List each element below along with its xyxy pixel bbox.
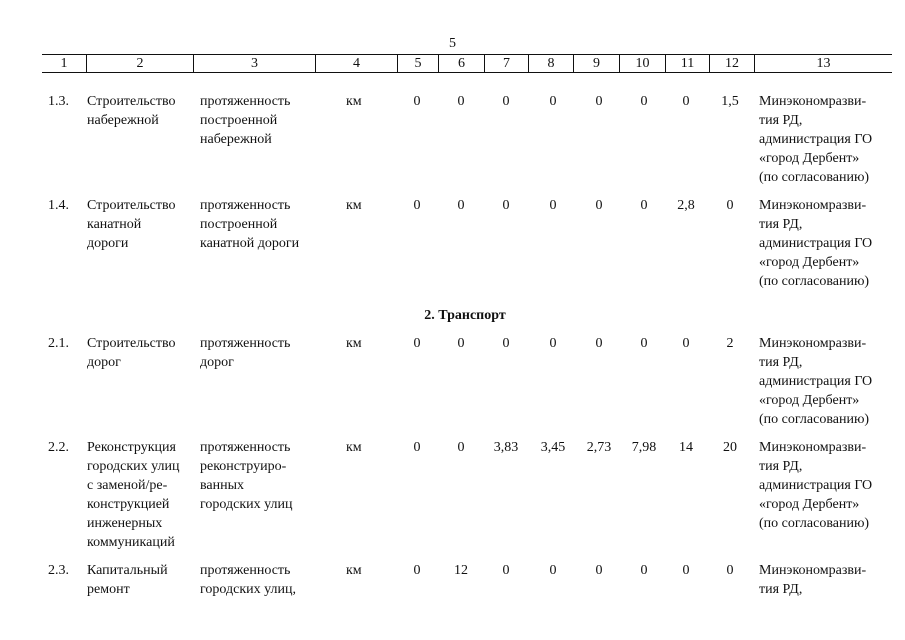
value-col5: 0 (413, 94, 421, 109)
header-cell: 5 (397, 54, 438, 73)
value-col12: 20 (723, 440, 737, 455)
row-indicator: протяженность дорог (200, 336, 291, 370)
value-col6: 0 (457, 94, 465, 109)
value-col12: 0 (726, 563, 734, 578)
value-col6: 0 (457, 440, 465, 455)
header-cell: 13 (754, 54, 892, 73)
header-cell: 2 (86, 54, 193, 73)
row-unit: км (346, 198, 362, 213)
value-col10: 0 (640, 198, 648, 213)
row-name: Строительство набережной (87, 94, 176, 128)
header-cell: 7 (484, 54, 528, 73)
row-number: 2.3. (48, 563, 69, 578)
value-col11: 0 (682, 94, 690, 109)
row-organization: Минэкономразви- тия РД, администрация ГО «город Дербент» (по согласованию) (759, 198, 873, 289)
header-cell: 4 (315, 54, 397, 73)
value-col5: 0 (413, 198, 421, 213)
value-col6: 0 (457, 198, 465, 213)
value-col10: 7,98 (631, 440, 657, 455)
value-col7: 0 (502, 336, 510, 351)
value-col7: 0 (502, 94, 510, 109)
header-cell: 12 (709, 54, 754, 73)
value-col6: 12 (454, 563, 468, 578)
value-col10: 0 (640, 336, 648, 351)
header-cell: 6 (438, 54, 484, 73)
value-col10: 0 (640, 563, 648, 578)
row-number: 2.2. (48, 440, 69, 455)
value-col9: 0 (595, 198, 603, 213)
value-col5: 0 (413, 563, 421, 578)
value-col11: 0 (682, 563, 690, 578)
header-cell: 9 (573, 54, 619, 73)
value-col5: 0 (413, 440, 421, 455)
value-col8: 0 (549, 94, 557, 109)
value-col12: 1,5 (721, 94, 739, 109)
header-cell: 3 (193, 54, 315, 73)
header-cell: 11 (665, 54, 709, 73)
value-col11: 0 (682, 336, 690, 351)
row-organization: Минэкономразви- тия РД, (759, 563, 867, 597)
row-number: 1.4. (48, 198, 69, 213)
value-col8: 0 (549, 563, 557, 578)
value-col8: 0 (549, 336, 557, 351)
row-indicator: протяженность городских улиц, (200, 563, 296, 597)
row-number: 1.3. (48, 94, 69, 109)
value-col9: 0 (595, 563, 603, 578)
row-organization: Минэкономразви- тия РД, администрация ГО «город Дербент» (по согласованию) (759, 440, 873, 531)
row-name: Капитальный ремонт (87, 563, 168, 597)
row-indicator: протяженность реконструиро- ванных городских улиц (200, 440, 293, 512)
value-col7: 0 (502, 198, 510, 213)
value-col7: 0 (502, 563, 510, 578)
header-cell: 1 (60, 56, 68, 71)
row-name: Строительство дорог (87, 336, 176, 370)
row-name: Строительство канатной дороги (87, 198, 176, 251)
row-organization: Минэкономразви- тия РД, администрация ГО «город Дербент» (по согласованию) (759, 94, 873, 185)
row-unit: км (346, 440, 362, 455)
value-col12: 0 (726, 198, 734, 213)
section-title: 2. Транспорт (424, 308, 506, 323)
value-col12: 2 (726, 336, 734, 351)
value-col9: 2,73 (586, 440, 612, 455)
row-organization: Минэкономразви- тия РД, администрация ГО «город Дербент» (по согласованию) (759, 336, 873, 427)
row-unit: км (346, 94, 362, 109)
value-col9: 0 (595, 94, 603, 109)
value-col11: 14 (679, 440, 693, 455)
value-col8: 3,45 (540, 440, 566, 455)
header-cell: 10 (619, 54, 665, 73)
row-name: Реконструкция городских улиц с заменой/ре- конструкцией инженерных коммуникаций (87, 440, 180, 550)
value-col6: 0 (457, 336, 465, 351)
page-number: 5 (449, 36, 456, 51)
value-col10: 0 (640, 94, 648, 109)
row-indicator: протяженность построенной набережной (200, 94, 291, 147)
value-col8: 0 (549, 198, 557, 213)
row-number: 2.1. (48, 336, 69, 351)
row-unit: км (346, 336, 362, 351)
row-unit: км (346, 563, 362, 578)
header-cell: 8 (528, 54, 573, 73)
value-col11: 2,8 (677, 198, 695, 213)
value-col5: 0 (413, 336, 421, 351)
value-col9: 0 (595, 336, 603, 351)
value-col7: 3,83 (493, 440, 519, 455)
row-indicator: протяженность построенной канатной дороги (200, 198, 300, 251)
